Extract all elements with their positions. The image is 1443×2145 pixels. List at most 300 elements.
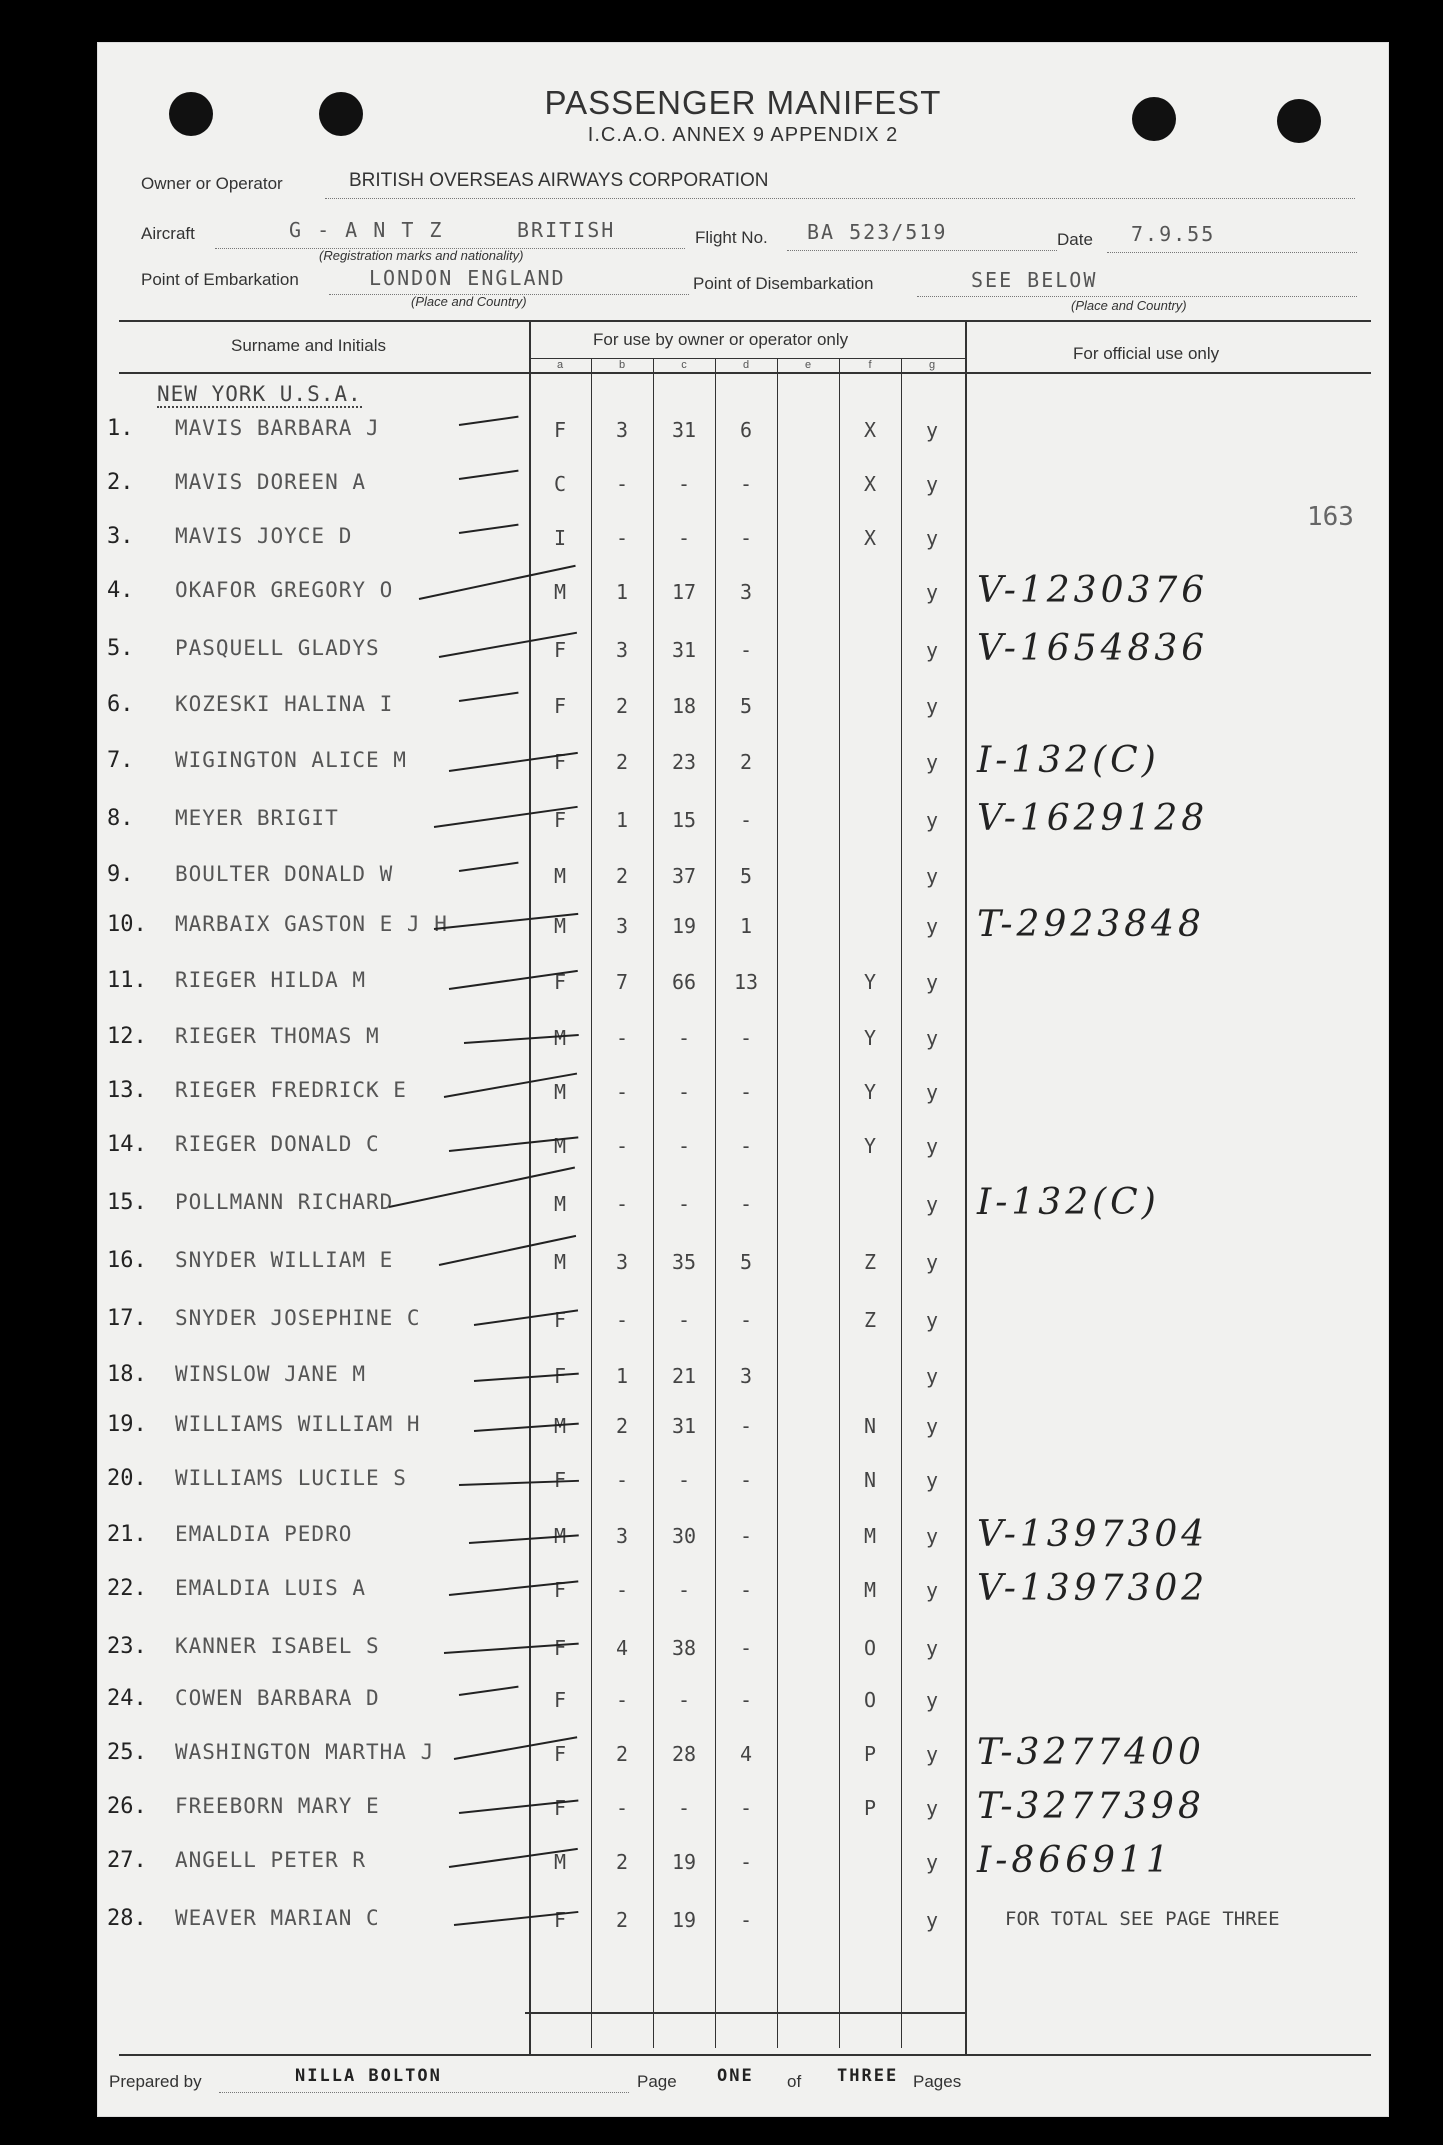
passenger-name: MAVIS JOYCE D — [175, 524, 353, 548]
cell-f: Y — [863, 970, 877, 994]
table-row — [97, 1726, 1389, 1776]
table-row — [97, 678, 1389, 728]
cell-b: - — [615, 1192, 629, 1216]
passenger-name: RIEGER THOMAS M — [175, 1024, 380, 1048]
cell-c: 19 — [671, 1908, 697, 1932]
passenger-name: FREEBORN MARY E — [175, 1794, 380, 1818]
row-number: 1. — [107, 416, 134, 441]
cell-a: F — [553, 1796, 567, 1820]
table-row — [97, 1118, 1389, 1168]
date-value: 7.9.55 — [1131, 222, 1216, 246]
passenger-name: RIEGER DONALD C — [175, 1132, 380, 1156]
cell-a: M — [553, 1250, 567, 1274]
table-row — [97, 1834, 1389, 1884]
row-number: 21. — [107, 1522, 147, 1547]
owner-line — [325, 198, 1355, 199]
cell-d: 5 — [739, 864, 753, 888]
table-row — [97, 1620, 1389, 1670]
cell-a: M — [553, 580, 567, 604]
row-number: 5. — [107, 636, 134, 661]
passenger-name: KANNER ISABEL S — [175, 1634, 380, 1658]
table-top-rule — [119, 320, 1371, 322]
column-letter-b: b — [618, 359, 626, 371]
passenger-name: WEAVER MARIAN C — [175, 1906, 380, 1930]
cell-g: y — [925, 1192, 939, 1216]
official-entry: T-3277400 — [977, 1732, 1205, 1773]
cell-a: I — [553, 526, 567, 550]
cell-b: - — [615, 472, 629, 496]
cell-b: 2 — [615, 1414, 629, 1438]
row-number: 24. — [107, 1686, 147, 1711]
cell-a: F — [553, 1364, 567, 1388]
passenger-name: SNYDER JOSEPHINE C — [175, 1306, 421, 1330]
cell-b: - — [615, 1468, 629, 1492]
aircraft-label: Aircraft — [141, 224, 195, 243]
cell-d: - — [739, 1850, 753, 1874]
cell-g: y — [925, 1364, 939, 1388]
pages-label: Pages — [913, 2072, 962, 2091]
table-row — [97, 848, 1389, 898]
cell-a: F — [553, 1468, 567, 1492]
passenger-name: WILLIAMS WILLIAM H — [175, 1412, 421, 1436]
of-label: of — [787, 2072, 802, 2091]
cell-g: y — [925, 970, 939, 994]
cell-f: Y — [863, 1026, 877, 1050]
passenger-name: POLLMANN RICHARD — [175, 1190, 394, 1214]
cell-a: F — [553, 418, 567, 442]
row-number: 8. — [107, 806, 134, 831]
cell-b: 1 — [615, 580, 629, 604]
cell-a: F — [553, 970, 567, 994]
row-number: 2. — [107, 470, 134, 495]
pencil-mark — [459, 470, 519, 480]
embarkation-label: Point of Embarkation — [141, 270, 299, 289]
passenger-name: MAVIS DOREEN A — [175, 470, 367, 494]
official-entry: V-1230376 — [977, 570, 1209, 611]
table-row — [97, 734, 1389, 784]
table-row — [97, 1064, 1389, 1114]
cell-c: 15 — [671, 808, 697, 832]
document-subtitle: I.C.A.O. ANNEX 9 APPENDIX 2 — [587, 124, 899, 146]
table-row — [97, 898, 1389, 948]
cell-d: - — [739, 1578, 753, 1602]
table-row — [97, 1672, 1389, 1722]
cell-c: - — [677, 1688, 691, 1712]
cell-d: - — [739, 1688, 753, 1712]
manifest-sheet — [97, 42, 1389, 2117]
table-row — [97, 1398, 1389, 1448]
table-row — [97, 1010, 1389, 1060]
table-row — [97, 622, 1389, 672]
official-entry: V-1654836 — [977, 628, 1209, 669]
row-number: 19. — [107, 1412, 147, 1437]
side-page-number: 163 — [1307, 502, 1354, 532]
cell-a: M — [553, 1026, 567, 1050]
passenger-name: ANGELL PETER R — [175, 1848, 367, 1872]
cell-b: - — [615, 1796, 629, 1820]
cell-f: Y — [863, 1080, 877, 1104]
passenger-name: OKAFOR GREGORY O — [175, 578, 394, 602]
cell-g: y — [925, 638, 939, 662]
cell-a: C — [553, 472, 567, 496]
cell-g: y — [925, 750, 939, 774]
official-entry: I-132(C) — [977, 740, 1160, 781]
row-number: 6. — [107, 692, 134, 717]
surname-column-header: Surname and Initials — [231, 336, 386, 355]
destination-heading: NEW YORK U.S.A. — [157, 382, 362, 406]
table-row — [97, 1348, 1389, 1398]
cell-b: 2 — [615, 1850, 629, 1874]
passenger-name: MARBAIX GASTON E J H — [175, 912, 448, 936]
row-number: 23. — [107, 1634, 147, 1659]
manifest-title-block — [97, 84, 1389, 147]
row-number: 11. — [107, 968, 147, 993]
prepared-by-line — [219, 2092, 629, 2093]
cell-f: X — [863, 472, 877, 496]
cell-c: 38 — [671, 1636, 697, 1660]
cell-c: 30 — [671, 1524, 697, 1548]
cell-b: 3 — [615, 418, 629, 442]
cell-b: 7 — [615, 970, 629, 994]
official-entry: I-132(C) — [977, 1182, 1160, 1223]
cell-d: 6 — [739, 418, 753, 442]
cell-g: y — [925, 864, 939, 888]
cell-g: y — [925, 1796, 939, 1820]
embarkation-value: LONDON ENGLAND — [369, 266, 566, 290]
cell-a: F — [553, 638, 567, 662]
cell-c: - — [677, 472, 691, 496]
cell-d: - — [739, 472, 753, 496]
cell-b: 3 — [615, 1250, 629, 1274]
cell-d: 5 — [739, 1250, 753, 1274]
cell-c: - — [677, 1192, 691, 1216]
cell-c: 21 — [671, 1364, 697, 1388]
passenger-name: WINSLOW JANE M — [175, 1362, 367, 1386]
table-row — [97, 402, 1389, 452]
owner-value: BRITISH OVERSEAS AIRWAYS CORPORATION — [349, 170, 769, 191]
official-entry: I-866911 — [977, 1840, 1173, 1881]
passenger-name: EMALDIA LUIS A — [175, 1576, 367, 1600]
header-bottom-rule — [119, 372, 1371, 374]
registration-note: (Registration marks and nationality) — [319, 248, 524, 263]
column-letter-c: c — [681, 359, 687, 371]
column-letter-g: g — [928, 359, 936, 371]
official-entry: V-1397302 — [977, 1568, 1209, 1609]
official-entry: V-1397304 — [977, 1514, 1209, 1555]
owner-label: Owner or Operator — [141, 174, 283, 193]
cell-a: F — [553, 750, 567, 774]
row-number: 15. — [107, 1190, 147, 1215]
cell-g: y — [925, 1250, 939, 1274]
column-letter-e: e — [804, 359, 812, 371]
cell-g: y — [925, 914, 939, 938]
cell-a: M — [553, 1524, 567, 1548]
cell-d: - — [739, 1636, 753, 1660]
cell-g: y — [925, 1578, 939, 1602]
cell-c: 18 — [671, 694, 697, 718]
passenger-name: BOULTER DONALD W — [175, 862, 394, 886]
passenger-name: RIEGER HILDA M — [175, 968, 367, 992]
disembarkation-label: Point of Disembarkation — [693, 274, 874, 293]
cell-d: - — [739, 1524, 753, 1548]
cell-b: - — [615, 1026, 629, 1050]
cell-g: y — [925, 418, 939, 442]
cell-g: y — [925, 526, 939, 550]
cell-d: - — [739, 1080, 753, 1104]
cell-a: M — [553, 1080, 567, 1104]
row-number: 28. — [107, 1906, 147, 1931]
cell-b: 4 — [615, 1636, 629, 1660]
totals-rule — [525, 2012, 967, 2014]
cell-f: X — [863, 526, 877, 550]
flight-line — [787, 250, 1057, 251]
cell-c: 28 — [671, 1742, 697, 1766]
cell-b: 2 — [615, 1908, 629, 1932]
row-number: 4. — [107, 578, 134, 603]
cell-f: P — [863, 1742, 877, 1766]
prepared-by-value: NILLA BOLTON — [295, 2066, 442, 2086]
table-row — [97, 1452, 1389, 1502]
cell-d: - — [739, 1468, 753, 1492]
pencil-mark — [459, 862, 519, 872]
cell-f: Z — [863, 1250, 877, 1274]
passenger-name: PASQUELL GLADYS — [175, 636, 380, 660]
cell-b: - — [615, 1134, 629, 1158]
row-number: 16. — [107, 1248, 147, 1273]
cell-d: - — [739, 1908, 753, 1932]
prepared-by-label: Prepared by — [109, 2072, 202, 2091]
cell-c: - — [677, 526, 691, 550]
cell-c: - — [677, 1796, 691, 1820]
cell-g: y — [925, 580, 939, 604]
cell-d: 5 — [739, 694, 753, 718]
cell-f: P — [863, 1796, 877, 1820]
table-row — [97, 456, 1389, 506]
cell-f: N — [863, 1468, 877, 1492]
official-column-header: For official use only — [1073, 344, 1220, 363]
page-label: Page — [637, 2072, 677, 2091]
cell-b: 2 — [615, 750, 629, 774]
cell-a: F — [553, 694, 567, 718]
row-number: 22. — [107, 1576, 147, 1601]
aircraft-nationality: BRITISH — [517, 218, 616, 242]
page-value: ONE — [717, 2066, 754, 2086]
official-entry: V-1629128 — [977, 798, 1209, 839]
official-entry: T-2923848 — [977, 904, 1205, 945]
cell-g: y — [925, 472, 939, 496]
passenger-name: WASHINGTON MARTHA J — [175, 1740, 435, 1764]
cell-b: 3 — [615, 1524, 629, 1548]
pencil-mark — [459, 416, 519, 426]
table-row — [97, 954, 1389, 1004]
row-number: 13. — [107, 1078, 147, 1103]
cell-a: M — [553, 914, 567, 938]
cell-d: 4 — [739, 1742, 753, 1766]
cell-g: y — [925, 1080, 939, 1104]
cell-f: Z — [863, 1308, 877, 1332]
pencil-mark — [459, 692, 519, 702]
cell-c: 66 — [671, 970, 697, 994]
row-number: 10. — [107, 912, 147, 937]
passenger-name: WIGINGTON ALICE M — [175, 748, 407, 772]
cell-f: O — [863, 1688, 877, 1712]
row-number: 20. — [107, 1466, 147, 1491]
cell-c: - — [677, 1026, 691, 1050]
cell-g: y — [925, 1850, 939, 1874]
cell-d: 3 — [739, 580, 753, 604]
cell-d: 3 — [739, 1364, 753, 1388]
table-row — [97, 1892, 1389, 1942]
cell-d: - — [739, 1308, 753, 1332]
cell-b: 1 — [615, 1364, 629, 1388]
cell-b: 3 — [615, 638, 629, 662]
cell-g: y — [925, 1026, 939, 1050]
disembarkation-line — [917, 296, 1357, 297]
cell-a: F — [553, 1308, 567, 1332]
cell-a: F — [553, 1742, 567, 1766]
cell-a: M — [553, 1134, 567, 1158]
cell-d: - — [739, 526, 753, 550]
table-row — [97, 1292, 1389, 1342]
cell-g: y — [925, 1524, 939, 1548]
row-number: 26. — [107, 1794, 147, 1819]
table-row — [97, 1508, 1389, 1558]
cell-d: - — [739, 638, 753, 662]
table-row — [97, 1176, 1389, 1226]
cell-g: y — [925, 808, 939, 832]
document-title: PASSENGER MANIFEST — [544, 84, 942, 121]
cell-f: O — [863, 1636, 877, 1660]
cell-f: M — [863, 1578, 877, 1602]
cell-a: M — [553, 1414, 567, 1438]
cell-d: 2 — [739, 750, 753, 774]
column-letter-a: a — [556, 359, 564, 371]
cell-f: M — [863, 1524, 877, 1548]
cell-a: F — [553, 1908, 567, 1932]
passenger-name: RIEGER FREDRICK E — [175, 1078, 407, 1102]
cell-b: 1 — [615, 808, 629, 832]
cell-g: y — [925, 1688, 939, 1712]
cell-c: - — [677, 1308, 691, 1332]
cell-b: - — [615, 526, 629, 550]
cell-d: - — [739, 1796, 753, 1820]
embarkation-note: (Place and Country) — [411, 294, 527, 309]
cell-c: - — [677, 1134, 691, 1158]
table-row — [97, 564, 1389, 614]
cell-b: 3 — [615, 914, 629, 938]
column-letter-f: f — [868, 359, 872, 371]
cell-c: 31 — [671, 418, 697, 442]
cell-a: M — [553, 864, 567, 888]
passenger-name: COWEN BARBARA D — [175, 1686, 380, 1710]
flight-number: BA 523/519 — [807, 220, 948, 244]
passenger-name: EMALDIA PEDRO — [175, 1522, 353, 1546]
cell-d: - — [739, 1414, 753, 1438]
operator-column-header: For use by owner or operator only — [593, 330, 849, 349]
cell-d: 13 — [733, 970, 759, 994]
cell-c: 31 — [671, 638, 697, 662]
cell-d: - — [739, 1192, 753, 1216]
row-number: 7. — [107, 748, 134, 773]
cell-g: y — [925, 1308, 939, 1332]
cell-c: 17 — [671, 580, 697, 604]
disembarkation-value: SEE BELOW — [971, 268, 1098, 292]
row-number: 18. — [107, 1362, 147, 1387]
cell-a: F — [553, 1688, 567, 1712]
cell-g: y — [925, 1468, 939, 1492]
cell-d: - — [739, 1134, 753, 1158]
table-row — [97, 1780, 1389, 1830]
cell-c: 23 — [671, 750, 697, 774]
date-line — [1107, 252, 1357, 253]
passenger-name: WILLIAMS LUCILE S — [175, 1466, 407, 1490]
cell-b: - — [615, 1308, 629, 1332]
row-number: 3. — [107, 524, 134, 549]
passenger-name: SNYDER WILLIAM E — [175, 1248, 394, 1272]
passenger-name: KOZESKI HALINA I — [175, 692, 394, 716]
cell-a: F — [553, 1636, 567, 1660]
cell-g: y — [925, 1742, 939, 1766]
cell-a: F — [553, 1578, 567, 1602]
row-number: 14. — [107, 1132, 147, 1157]
cell-b: - — [615, 1578, 629, 1602]
cell-b: 2 — [615, 864, 629, 888]
cell-g: y — [925, 1134, 939, 1158]
cell-c: 19 — [671, 1850, 697, 1874]
table-row — [97, 1234, 1389, 1284]
footer-rule — [119, 2054, 1371, 2056]
cell-f: X — [863, 418, 877, 442]
table-row — [97, 792, 1389, 842]
cell-c: - — [677, 1578, 691, 1602]
cell-c: 19 — [671, 914, 697, 938]
disembarkation-note: (Place and Country) — [1071, 298, 1187, 313]
cell-c: - — [677, 1468, 691, 1492]
row-number: 27. — [107, 1848, 147, 1873]
cell-f: Y — [863, 1134, 877, 1158]
cell-d: - — [739, 1026, 753, 1050]
cell-a: M — [553, 1192, 567, 1216]
date-label: Date — [1057, 230, 1093, 249]
official-entry: T-3277398 — [977, 1786, 1205, 1827]
row-number: 12. — [107, 1024, 147, 1049]
cell-g: y — [925, 1414, 939, 1438]
cell-g: y — [925, 1908, 939, 1932]
cell-d: - — [739, 808, 753, 832]
pencil-mark — [459, 1686, 519, 1696]
column-letter-d: d — [742, 359, 750, 371]
cell-c: 37 — [671, 864, 697, 888]
total-note: FOR TOTAL SEE PAGE THREE — [1005, 1908, 1280, 1930]
table-row — [97, 510, 1389, 560]
flight-label: Flight No. — [695, 228, 768, 247]
cell-c: - — [677, 1080, 691, 1104]
cell-b: - — [615, 1688, 629, 1712]
cell-c: 31 — [671, 1414, 697, 1438]
cell-g: y — [925, 1636, 939, 1660]
cell-b: 2 — [615, 694, 629, 718]
cell-g: y — [925, 694, 939, 718]
of-value: THREE — [837, 2066, 899, 2086]
row-number: 17. — [107, 1306, 147, 1331]
passenger-name: MAVIS BARBARA J — [175, 416, 380, 440]
pencil-mark — [459, 524, 519, 534]
cell-c: 35 — [671, 1250, 697, 1274]
cell-b: 2 — [615, 1742, 629, 1766]
cell-f: N — [863, 1414, 877, 1438]
passenger-name: MEYER BRIGIT — [175, 806, 339, 830]
aircraft-registration: G - A N T Z — [289, 218, 444, 242]
